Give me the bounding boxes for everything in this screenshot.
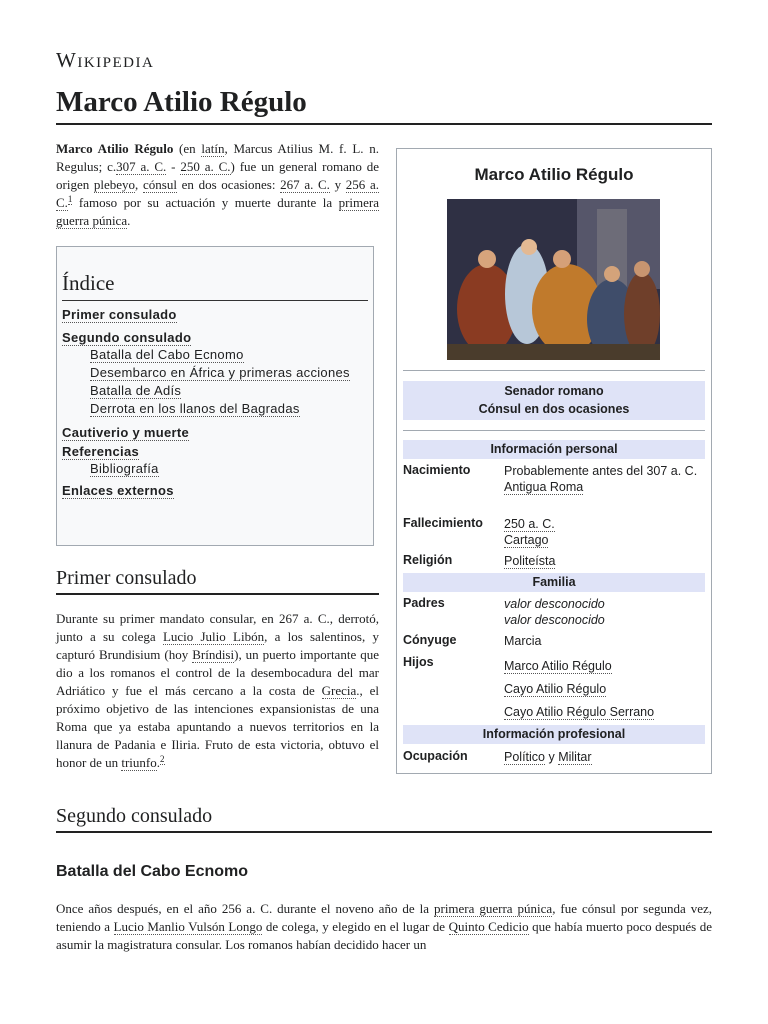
heading-batalla-cabo-ecnomo: Batalla del Cabo Ecnomo (56, 863, 249, 880)
text: ., el próximo objetivo de las intenciones expansionistas de una Roma que ya estaba apuntando a nuevos territorios en la llanura de Padania e Iliria. Fruto de esta victoria, obtuvo el honor de un (56, 683, 379, 770)
link-militar[interactable]: Militar (558, 750, 592, 764)
link-politeista[interactable]: Politeísta (504, 554, 556, 568)
portrait-painting[interactable] (447, 199, 660, 360)
label-nacimiento: Nacimiento (403, 463, 471, 477)
text: de colega, y elegido en el lugar de (262, 919, 449, 934)
paragraph-batalla-cabo-ecnomo (56, 900, 712, 954)
link-triunfo[interactable]: triunfo (121, 755, 157, 770)
toc-item[interactable] (62, 330, 368, 417)
toc-item-label[interactable]: Cautiverio y muerte (62, 425, 190, 440)
value-fallecimiento (504, 516, 704, 548)
infobox-divider (403, 370, 705, 371)
toc-item-label[interactable]: Enlaces externos (62, 483, 174, 498)
value-nacimiento-date: Probablemente antes del 307 a. C. (504, 464, 698, 478)
text: , a los salentinos, y capturó Brundisium (hoy (56, 629, 379, 662)
value-madre: valor desconocido (504, 613, 605, 627)
link-primera-guerra-punica-2[interactable]: primera guerra púnica (433, 901, 553, 916)
text: que había muerto poco después de asumir la magistratura consular. Los romanos habían decidido hacer un (56, 919, 712, 952)
value-religion (504, 553, 704, 569)
label-conyuge: Cónyuge (403, 633, 457, 647)
label-padres: Padres (403, 596, 445, 610)
link-256[interactable]: 256 a. C. (56, 177, 379, 210)
lead-paragraph (56, 140, 379, 230)
value-conyuge: Marcia (504, 634, 542, 648)
toc-subitem[interactable] (90, 365, 368, 381)
toc-sublist (62, 347, 368, 417)
text: ), un puerto importante que dio a los romanos el control de la desembocadura del mar Adriático y fue el más cercano a la costa de (56, 647, 379, 698)
text: - (166, 159, 181, 174)
painting-illustration (447, 199, 660, 360)
section-informacion-profesional: Información profesional (403, 725, 705, 744)
link-antigua-roma[interactable]: Antigua Roma (504, 480, 584, 494)
section-familia: Familia (403, 573, 705, 592)
text: y (329, 177, 346, 192)
link-lucio-manlio-vulson-longo[interactable]: Lucio Manlio Vulsón Longo (113, 919, 263, 934)
link-307[interactable]: 307 a. C. (116, 159, 167, 174)
text: y (545, 750, 559, 764)
toc-subitem[interactable] (90, 347, 368, 363)
toc-subitem-label[interactable]: Desembarco en África y primeras acciones (90, 365, 350, 380)
link-primera-guerra-punica[interactable]: primera guerra púnica (56, 195, 379, 228)
text: , (135, 177, 143, 192)
link-cartago[interactable]: Cartago (504, 533, 549, 547)
label-fallecimiento: Fallecimiento (403, 516, 483, 530)
link-plebeyo[interactable]: plebeyo (93, 177, 136, 192)
toc-subitem-label[interactable]: Bibliografía (90, 461, 159, 476)
ref-1-link[interactable]: 1 (67, 193, 73, 204)
text: ) fue un general romano de origen (56, 159, 379, 192)
infobox-divider (403, 430, 705, 431)
text: , Marcus Atilius M. f. L. n. Regulus; c. (56, 141, 379, 174)
toc-item[interactable] (62, 444, 368, 477)
toc-item[interactable] (62, 307, 368, 322)
infobox-title: Marco Atilio Régulo (474, 165, 634, 184)
text: (en (173, 141, 202, 156)
toc-subitem[interactable] (90, 383, 368, 399)
link-hijo-2[interactable]: Cayo Atilio Régulo (504, 682, 607, 696)
ref-2[interactable] (160, 754, 165, 765)
infobox-roles (403, 381, 705, 420)
value-padre: valor desconocido (504, 597, 605, 611)
link-brindisi[interactable]: Bríndisi (192, 647, 235, 662)
link-250[interactable]: 250 a. C. (180, 159, 231, 174)
link-267[interactable]: 267 a. C. (280, 177, 330, 192)
link-lucio-julio-libon[interactable]: Lucio Julio Libón (162, 629, 265, 644)
text: famoso por su actuación y muerte durante la (72, 195, 339, 210)
heading-segundo-consulado: Segundo consulado (56, 805, 712, 833)
toc-item[interactable] (62, 483, 368, 498)
link-grecia[interactable]: Grecia (321, 683, 357, 698)
lead-bold-name: Marco Atilio Régulo (56, 141, 174, 156)
link-hijo-1[interactable]: Marco Atilio Régulo (504, 659, 612, 673)
text: Once años después, en el año 256 a. C. durante el noveno año de la (56, 901, 434, 916)
label-hijos: Hijos (403, 655, 434, 669)
text: Durante su primer mandato consular, en 267 a. C., derrotó, junto a su colega (56, 611, 379, 644)
value-hijos (504, 655, 704, 724)
value-padres (504, 596, 704, 628)
role-2: Cónsul en dos ocasiones (478, 402, 630, 416)
toc-item-label[interactable]: Primer consulado (62, 307, 177, 322)
section-informacion-personal: Información personal (403, 440, 705, 459)
text: . (127, 213, 131, 228)
role-1: Senador romano (504, 384, 604, 398)
paragraph-primer-consulado (56, 610, 379, 772)
ref-2-link[interactable]: 2 (160, 753, 165, 764)
link-hijo-3[interactable]: Cayo Atilio Régulo Serrano (504, 705, 655, 719)
value-ocupacion (504, 749, 704, 765)
toc-item[interactable] (62, 425, 368, 440)
toc-item-label[interactable]: Segundo consulado (62, 330, 192, 345)
link-quinto-cedicio[interactable]: Quinto Cedicio (448, 919, 529, 934)
toc-subitem-label[interactable]: Batalla del Cabo Ecnomo (90, 347, 244, 362)
label-ocupacion: Ocupación (403, 749, 468, 763)
link-politico[interactable]: Político (504, 750, 545, 764)
toc-subitem-label[interactable]: Derrota en los llanos del Bagradas (90, 401, 300, 416)
heading-primer-consulado: Primer consulado (56, 567, 379, 595)
page-title: Marco Atilio Régulo (56, 86, 712, 125)
wikipedia-logo[interactable]: Wikipedia (56, 48, 155, 72)
value-nacimiento (504, 463, 704, 495)
toc-subitem-label[interactable]: Batalla de Adís (90, 383, 182, 398)
toc-item-label[interactable]: Referencias (62, 444, 140, 459)
infobox (396, 148, 712, 774)
link-consul[interactable]: cónsul (142, 177, 177, 192)
text: en dos ocasiones: (176, 177, 281, 192)
toc-title: Índice (62, 271, 368, 301)
toc-subitem[interactable] (90, 461, 368, 477)
link-latin[interactable]: latín (201, 141, 225, 156)
label-religion: Religión (403, 553, 453, 567)
table-of-contents (56, 246, 374, 546)
toc-sublist (62, 461, 368, 477)
toc-list (62, 307, 368, 498)
text: . (156, 755, 160, 770)
link-250-ac[interactable]: 250 a. C. (504, 517, 555, 531)
toc-subitem[interactable] (90, 401, 368, 417)
text: , fue cónsul por segunda vez, teniendo a (56, 901, 712, 934)
